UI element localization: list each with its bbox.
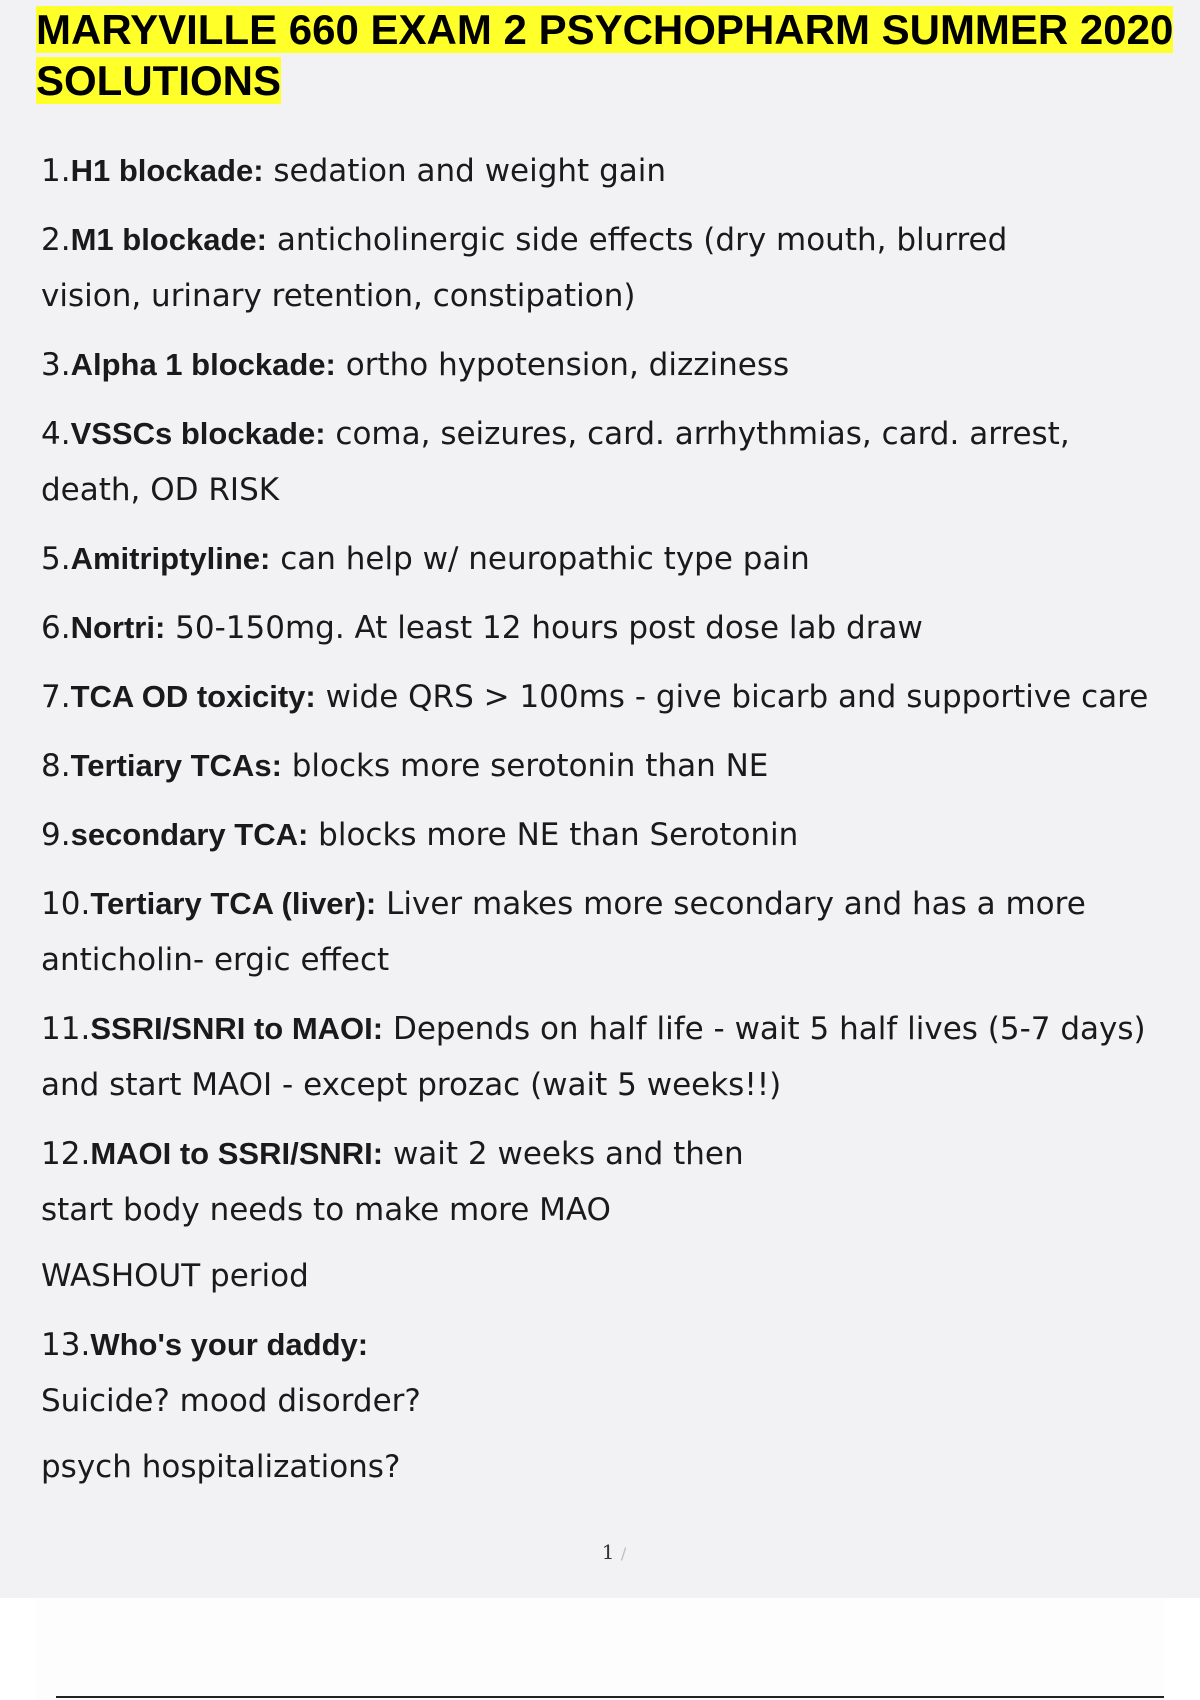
item-answer-continued: start body needs to make more MAO — [41, 1192, 611, 1228]
qa-item — [41, 531, 1199, 587]
item-answer: coma, seizures, card. arrhythmias, card. arrest, — [325, 416, 1070, 452]
item-answer: anticholinergic side effects (dry mouth, blurred — [266, 222, 1008, 258]
item-term: SSRI/SNRI to MAOI: — [90, 1011, 384, 1046]
qa-list — [41, 143, 1199, 1508]
item-answer: blocks more NE than Serotonin — [308, 817, 799, 853]
qa-item — [41, 600, 1199, 656]
item-answer: 50-150mg. At least 12 hours post dose lab draw — [165, 610, 923, 646]
qa-item — [41, 1126, 1199, 1304]
item-term: VSSCs blockade: — [70, 416, 326, 451]
item-term: secondary TCA: — [70, 817, 309, 852]
item-number: 2. — [41, 222, 71, 258]
item-number: 11. — [41, 1011, 91, 1047]
item-term: M1 blockade: — [70, 222, 267, 257]
item-number: 5. — [41, 541, 71, 577]
item-term: H1 blockade: — [70, 153, 264, 188]
item-answer: Depends on half life - wait 5 half lives (5-7 days) — [383, 1011, 1146, 1047]
qa-item — [41, 876, 1199, 988]
item-term: Who's your daddy: — [90, 1327, 369, 1362]
item-answer: can help w/ neuropathic type pain — [270, 541, 810, 577]
document-title — [36, 4, 1176, 106]
item-number: 12. — [41, 1136, 91, 1172]
item-term: Tertiary TCA (liver): — [90, 886, 377, 921]
item-answer-continued: Suicide? mood disorder? — [41, 1383, 421, 1419]
item-answer-continued: death, OD RISK — [41, 472, 280, 508]
item-term: Tertiary TCAs: — [70, 748, 282, 783]
item-answer-continued: WASHOUT period — [41, 1258, 309, 1294]
item-number: 9. — [41, 817, 71, 853]
item-answer: wide QRS > 100ms - give bicarb and supportive care — [315, 679, 1149, 715]
item-number: 6. — [41, 610, 71, 646]
qa-item — [41, 1317, 1199, 1495]
divider — [56, 1696, 1164, 1698]
qa-item — [41, 212, 1199, 324]
next-page-preview — [36, 1598, 1164, 1700]
item-answer-continued: and start MAOI - except prozac (wait 5 weeks!!) — [41, 1067, 782, 1103]
item-answer: sedation and weight gain — [263, 153, 667, 189]
item-number: 7. — [41, 679, 71, 715]
item-number: 13. — [41, 1327, 91, 1363]
item-answer: Liver makes more secondary and has a more — [376, 886, 1086, 922]
item-answer: blocks more serotonin than NE — [281, 748, 769, 784]
qa-item — [41, 1001, 1199, 1113]
qa-item — [41, 738, 1199, 794]
qa-item — [41, 143, 1199, 199]
page-number — [0, 1540, 1200, 1564]
item-number: 3. — [41, 347, 71, 383]
item-answer-continued: psych hospitalizations? — [41, 1449, 401, 1485]
item-number: 10. — [41, 886, 91, 922]
item-term: Amitriptyline: — [70, 541, 271, 576]
title-highlight: MARYVILLE 660 EXAM 2 PSYCHOPHARM SUMMER 2020 SOLUTIONS — [36, 6, 1174, 104]
qa-item — [41, 337, 1199, 393]
item-term: Alpha 1 blockade: — [70, 347, 336, 382]
item-number: 8. — [41, 748, 71, 784]
qa-item — [41, 406, 1199, 518]
item-answer-continued: vision, urinary retention, constipation) — [41, 278, 636, 314]
item-term: MAOI to SSRI/SNRI: — [90, 1136, 384, 1171]
item-answer: ortho hypotension, dizziness — [335, 347, 790, 383]
item-answer-continued: anticholin- ergic effect — [41, 942, 390, 978]
qa-item — [41, 807, 1199, 863]
qa-item — [41, 669, 1199, 725]
page-number-value: 1 — [601, 1540, 615, 1564]
item-number: 4. — [41, 416, 71, 452]
item-number: 1. — [41, 153, 71, 189]
item-term: Nortri: — [70, 610, 166, 645]
item-term: TCA OD toxicity: — [70, 679, 316, 714]
item-answer: wait 2 weeks and then — [383, 1136, 744, 1172]
page-number-suffix: / — [620, 1544, 627, 1563]
